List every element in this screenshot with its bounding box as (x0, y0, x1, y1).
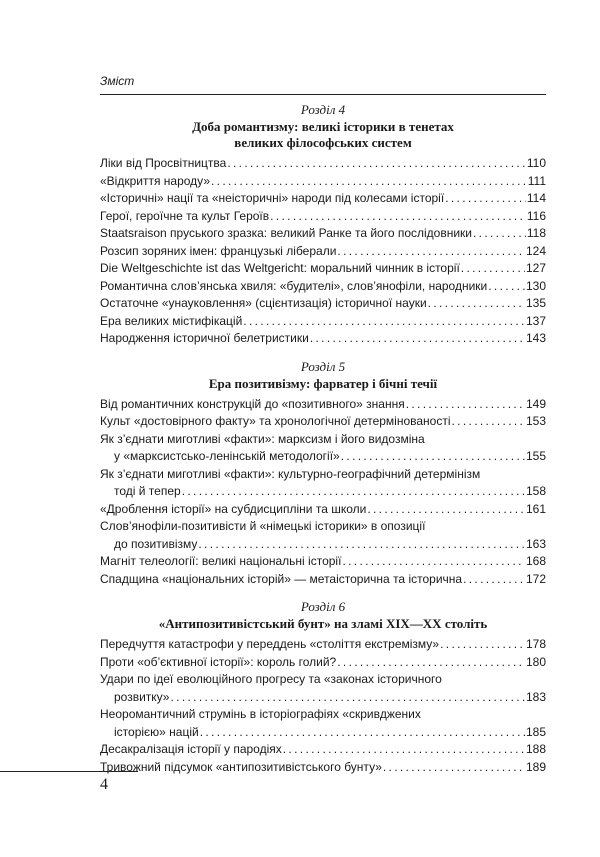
entry-title: Остаточне «унауковлення» (сцієнтизація) історичної науки (100, 296, 427, 310)
toc-entry[interactable] (100, 689, 546, 707)
entry-page: 188 (525, 742, 546, 756)
section-label: Розділ 5 (300, 358, 346, 374)
dot-leader (198, 536, 525, 554)
dot-leader (461, 260, 525, 278)
dot-leader (341, 448, 525, 466)
section-title-line: Ера позитивізму: фарватер і бічні течії (208, 375, 438, 391)
entry-title: «Відкриття народу» (100, 173, 210, 188)
toc-entry[interactable] (100, 396, 546, 414)
entry-page: 158 (525, 484, 546, 498)
entry-page: 130 (525, 278, 546, 293)
toc-entry[interactable] (100, 536, 546, 554)
dot-leader (337, 243, 525, 261)
dot-leader (227, 155, 526, 173)
entry-title: у «марксистсько-ленінській методології» (114, 449, 340, 463)
entry-page: 127 (525, 261, 546, 275)
dot-leader (270, 208, 526, 226)
entry-title: розвитку» (114, 689, 170, 704)
toc-entry[interactable] (100, 313, 546, 331)
footer-rule (0, 771, 138, 772)
entry-page: 153 (525, 414, 546, 428)
toc-entry[interactable] (100, 243, 546, 261)
entry-page: 178 (525, 637, 546, 651)
entry-title: Розсип зоряних імен: французькі ліберали (100, 243, 337, 258)
toc-entry[interactable] (100, 654, 546, 672)
toc-entry-multiline[interactable] (100, 671, 546, 706)
entry-page: 183 (525, 689, 546, 704)
section-title (100, 616, 546, 632)
section-title-line: великих філософських систем (234, 135, 412, 150)
dot-leader (182, 483, 525, 501)
toc-entry[interactable] (100, 636, 546, 654)
toc-entry[interactable] (100, 278, 546, 296)
entry-title: історією» націй (114, 724, 199, 739)
dot-leader (200, 724, 525, 742)
entry-title-line1: Удари по ідеї еволюційного прогресу та «законах історичного (100, 672, 442, 686)
dot-leader (473, 225, 526, 243)
toc-entry[interactable] (100, 553, 546, 571)
dot-leader (445, 190, 526, 208)
header-title: Зміст (100, 74, 135, 88)
dot-leader (367, 501, 525, 519)
section-title-line: Доба романтизму: великі історики в тенетах (192, 119, 454, 134)
dot-leader (440, 636, 525, 654)
dot-leader (310, 330, 525, 348)
dot-leader (283, 741, 525, 759)
dot-leader (383, 759, 525, 777)
entry-title: Культ «достовірного факту» та хронологічної детермінованості (100, 414, 451, 428)
entry-title: Десакралізація історії у пародіях (100, 742, 282, 756)
running-header (100, 74, 546, 95)
entry-title: Die Weltgeschichte ist das Weltgericht: моральний чинник в історії (100, 261, 460, 275)
dot-leader (452, 413, 525, 431)
dot-leader (342, 553, 525, 571)
toc-entry[interactable] (100, 225, 546, 243)
toc-entry[interactable] (100, 260, 546, 278)
section-title (100, 376, 546, 392)
toc-entry[interactable] (100, 208, 546, 226)
entry-title: «Історичні» нації та «неісторичні» народи під колесами історії (100, 191, 445, 205)
toc-entry[interactable] (100, 295, 546, 313)
toc-entry[interactable] (100, 173, 546, 191)
entry-title-line1: Як з’єднати миготливі «факти»: марксизм і його видозміна (100, 431, 425, 446)
toc-entry[interactable] (100, 330, 546, 348)
toc-entry[interactable] (100, 483, 546, 501)
dot-leader (428, 295, 525, 313)
entry-title-line1: Неоромантичний струмінь в історіографіях «скривджених (100, 707, 421, 721)
entry-page: 124 (525, 243, 546, 258)
entry-page: 168 (525, 554, 546, 568)
toc-entry[interactable] (100, 759, 546, 777)
entry-page: 110 (526, 156, 546, 170)
entry-title: Герої, героїчне та культ Героїв (100, 208, 270, 223)
entry-title: Народження історичної белетристики (100, 331, 309, 345)
entry-page: 172 (525, 571, 546, 586)
entry-title: Проти «об’єктивної історії»: король голий? (100, 654, 337, 669)
dot-leader (337, 654, 525, 672)
entry-title: Романтична слов’янська хвиля: «будителі», слов’янофіли, народники (100, 278, 488, 293)
entry-page: 155 (525, 449, 546, 463)
toc-entry[interactable] (100, 571, 546, 589)
toc-entry-multiline[interactable] (100, 431, 546, 466)
dot-leader (170, 689, 524, 707)
entry-title: Спадщина «національних історій» — метаісторична та історична (100, 571, 463, 586)
toc-entry[interactable] (100, 413, 546, 431)
entry-title: Staatsraison пруського зразка: великий Ранке та його послідовники (100, 226, 472, 240)
entry-page: 161 (525, 501, 546, 516)
section-label: Розділ 6 (300, 599, 346, 614)
entry-title-line1: Слов’янофіли-позитивісти й «німецькі історики» в опозиції (100, 519, 426, 533)
section-title-line: «Антипозитивістський бунт» на зламі XIX—XX століть (158, 616, 488, 631)
table-of-contents (100, 101, 546, 776)
toc-entry-multiline[interactable] (100, 466, 546, 501)
toc-entry[interactable] (100, 448, 546, 466)
entry-page: 143 (525, 331, 546, 345)
toc-entry-multiline[interactable] (100, 518, 546, 553)
entry-page: 137 (525, 313, 546, 328)
section-label: Розділ 4 (300, 102, 346, 117)
entry-title: Ера великих містифікацій (100, 313, 243, 328)
toc-entry-multiline[interactable] (100, 706, 546, 741)
entry-page: 114 (526, 191, 546, 205)
section-title (100, 119, 546, 151)
dot-leader (488, 278, 525, 296)
entry-page: 135 (525, 296, 546, 310)
dot-leader (211, 173, 527, 191)
dot-leader (463, 571, 525, 589)
dot-leader (406, 396, 525, 414)
page-number: 4 (100, 776, 108, 793)
entry-title-line1: Як з’єднати миготливі «факти»: культурно-географічний детермінізм (100, 466, 481, 481)
entry-page: 111 (527, 173, 546, 188)
entry-page: 185 (525, 724, 546, 739)
entry-page: 163 (525, 536, 546, 551)
toc-entry[interactable] (100, 724, 546, 742)
entry-title: Передчуття катастрофи у переддень «століття екстремізму» (100, 637, 440, 651)
dot-leader (243, 313, 525, 331)
toc-entry[interactable] (100, 741, 546, 759)
entry-title: тоді й тепер (114, 484, 181, 498)
toc-entry[interactable] (100, 190, 546, 208)
entry-title: Від романтичних конструкцій до «позитивного» знання (100, 396, 405, 411)
toc-entry[interactable] (100, 155, 546, 173)
entry-title: до позитивізму (114, 536, 198, 551)
entry-page: 116 (526, 208, 546, 223)
entry-page: 149 (525, 396, 546, 411)
entry-page: 118 (526, 226, 546, 240)
entry-title: «Дроблення історії» на субдисципліни та школи (100, 501, 367, 516)
entry-title: Магніт телеології: великі національні історії (100, 554, 342, 568)
toc-entry[interactable] (100, 501, 546, 519)
entry-title: Тривожний підсумок «антипозитивістського бунту» (100, 759, 382, 774)
entry-page: 180 (525, 654, 546, 669)
entry-title: Ліки від Просвітництва (100, 156, 227, 170)
entry-page: 189 (525, 759, 546, 774)
